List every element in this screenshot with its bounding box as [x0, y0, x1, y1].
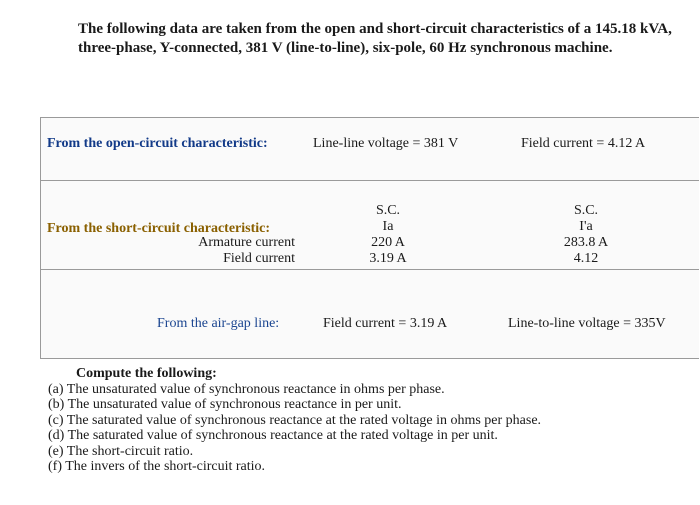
question-b: (b) The unsaturated value of synchronous reactance in per unit.	[48, 397, 402, 412]
question-f: (f) The invers of the short-circuit ratio.	[48, 459, 266, 474]
data-table	[40, 117, 699, 359]
compute-section	[48, 366, 688, 475]
problem-intro: The following data are taken from the open and short-circuit characteristics of a 145.18 kVA, three-phase, Y-connected, 381 V (line-to-line), six-pole, 60 Hz synchronous machine.	[78, 21, 672, 56]
air-gap-voltage: Line-to-line voltage = 335V	[508, 316, 666, 331]
sc-field-value: 3.19 A	[369, 251, 407, 266]
sc-armature-value: 220 A	[371, 235, 405, 250]
short-circuit-label: From the short-circuit characteristic:	[47, 221, 271, 236]
sc-armature-value: 283.8 A	[563, 235, 609, 250]
sc-column-header: S.C.	[375, 203, 401, 218]
air-gap-label: From the air-gap line:	[157, 316, 280, 331]
sc-field-value: 4.12	[573, 251, 599, 266]
sc-column-sub: Ia	[382, 219, 394, 234]
table-divider	[41, 180, 699, 181]
armature-current-label: Armature current	[198, 235, 295, 250]
open-circuit-voltage: Line-line voltage = 381 V	[313, 136, 459, 151]
sc-column-header: S.C.	[573, 203, 599, 218]
compute-title: Compute the following:	[76, 366, 217, 381]
question-e: (e) The short-circuit ratio.	[48, 443, 194, 459]
question-c: (c) The saturated value of synchronous reactance at the rated voltage in ohms per phase.	[48, 412, 542, 428]
question-a: (a) The unsaturated value of synchronous reactance in ohms per phase.	[48, 381, 445, 397]
open-circuit-label: From the open-circuit characteristic:	[47, 136, 268, 151]
field-current-label: Field current	[223, 251, 295, 266]
open-circuit-field-current: Field current = 4.12 A	[521, 136, 646, 151]
sc-column-ia-prime	[551, 203, 621, 267]
sc-column-sub: I'a	[579, 219, 593, 234]
air-gap-field-current: Field current = 3.19 A	[323, 316, 448, 331]
table-divider	[41, 269, 699, 270]
sc-column-ia	[353, 203, 423, 267]
question-d: (d) The saturated value of synchronous reactance at the rated voltage in per unit.	[48, 428, 498, 443]
